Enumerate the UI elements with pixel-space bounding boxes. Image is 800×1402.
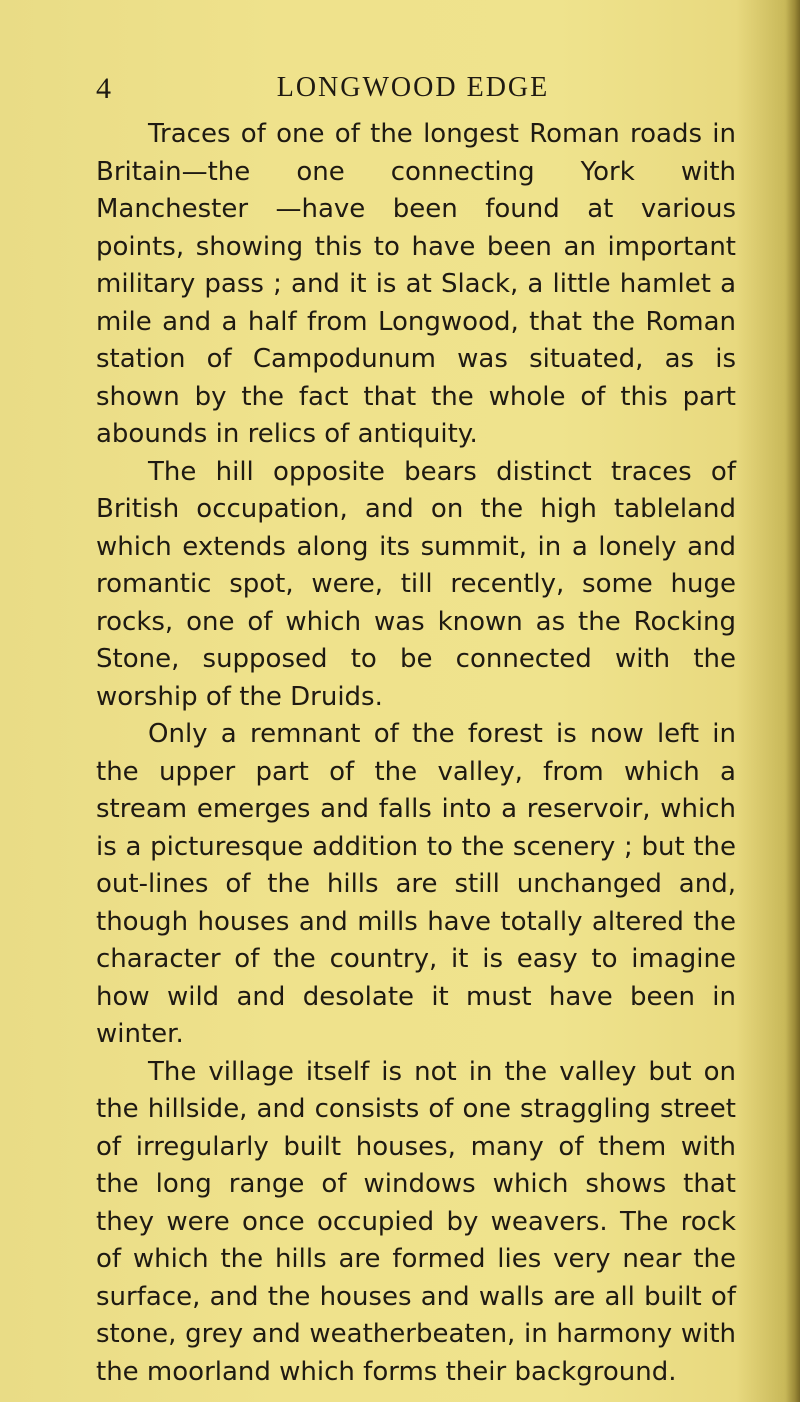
paragraph-roman-roads: Traces of one of the longest Roman roads in Britain—the one connecting York with Manchester —have been found at various points, showing this to have been an important military pass ; and it is at Slack, a little hamlet a mile and a half from Longwood, that the Roman station of Campodunum was situated, as is shown by the fact that the whole of this part abounds in relics of antiquity. (96, 119, 736, 449)
body-text (96, 116, 736, 1391)
running-title: LONGWOOD EDGE (276, 72, 550, 103)
paragraph-village: The village itself is not in the valley but on the hillside, and consists of one straggling street of irregularly built houses, many of them with the long range of windows which shows that they were once occupied by weavers. The rock of which the hills are formed lies very near the surface, and the houses and walls are all built of stone, grey and weatherbeaten, in harmony with the moorland which forms their background. (96, 1056, 736, 1387)
page-number: 4 (96, 72, 112, 105)
running-header (0, 66, 800, 114)
paragraph-forest-remnant: Only a remnant of the forest is now left in the upper part of the valley, from which a stream emerges and falls into a reservoir, which is a picturesque addition to the scenery ; but the out-lines of the hills are still unchanged and, though houses and mills have totally altered the character of the country, it is easy to imagine how wild and desolate it must have been in winter. (96, 719, 736, 1049)
paragraph-british-occupation: The hill opposite bears distinct traces of British occupation, and on the high tableland which extends along its summit, in a lonely and romantic spot, were, till recently, some huge rocks, one of which was known as the Rocking Stone, supposed to be connected with the worship of the Druids. (96, 456, 736, 712)
page-edge-shadow (786, 0, 800, 1402)
